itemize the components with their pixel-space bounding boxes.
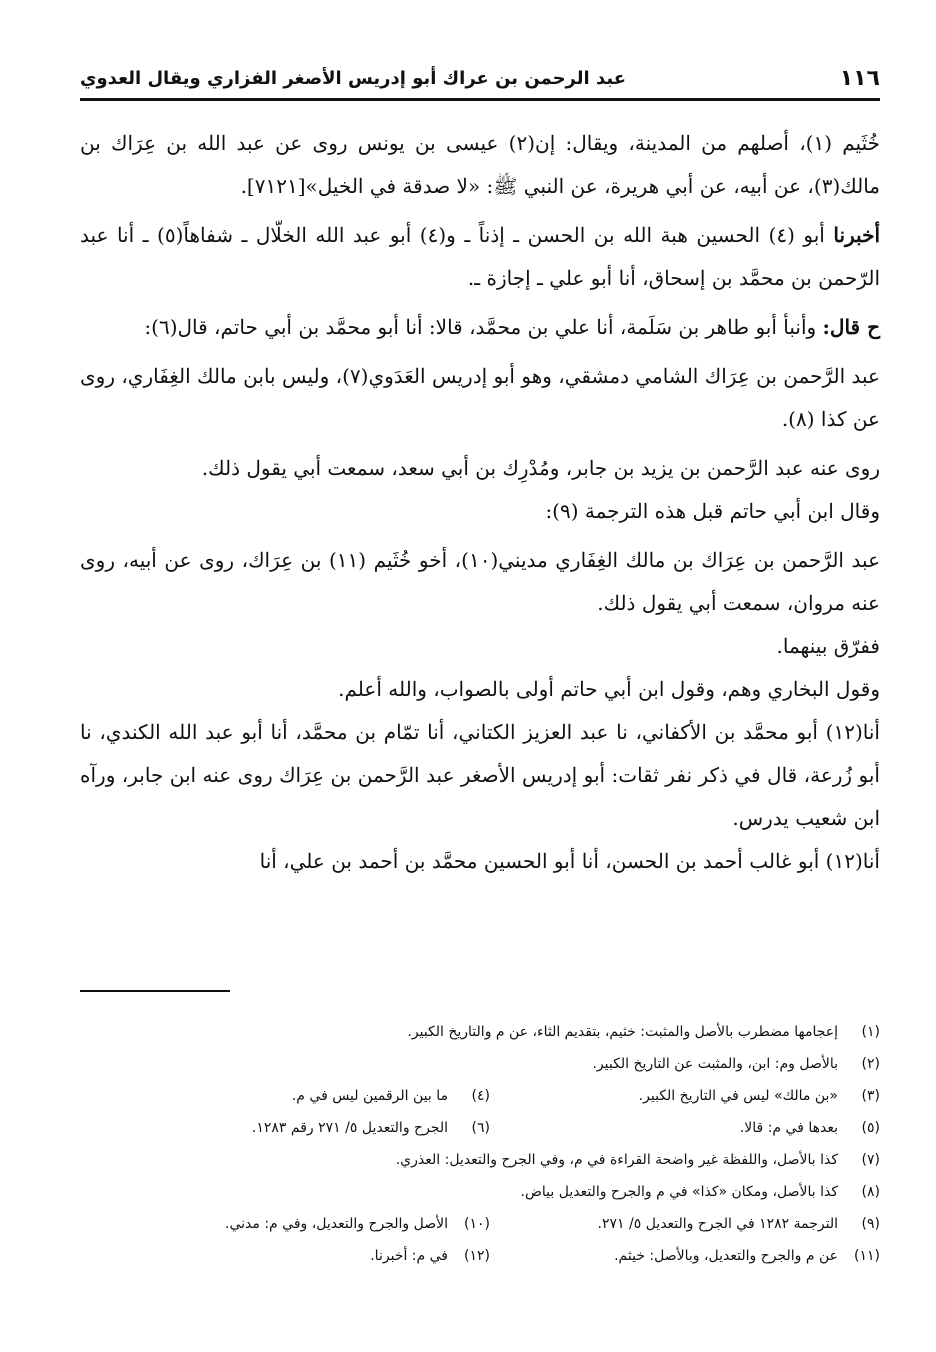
footnote-number: (٣) xyxy=(861,1088,880,1104)
footnote-number: (٦) xyxy=(471,1120,490,1136)
paragraph: عبد الرَّحمن بن عِرَاك بن مالك الغِفَاري مديني(١٠)، أخو خُثَيم (١١) بن عِرَاك، روى عن أبيه، روى عنه مروان، سمعت أبي يقول ذلك. xyxy=(80,548,881,615)
paragraph: وقال ابن أبي حاتم قبل هذه الترجمة (٩): xyxy=(545,499,880,523)
footnote-separator xyxy=(80,990,230,992)
footnote-number: (١) xyxy=(861,1024,880,1040)
footnote-number: (٤) xyxy=(471,1088,490,1104)
footnote-number: (٩) xyxy=(861,1216,880,1232)
header-rule xyxy=(80,98,880,101)
paragraph: وقول البخاري وهم، وقول ابن أبي حاتم أولى بالصواب، والله أعلم. xyxy=(338,677,880,701)
footnote-number: (٢) xyxy=(861,1056,880,1072)
footnote xyxy=(100,1208,490,1240)
footnote xyxy=(100,1080,490,1112)
paragraph: خُثَيم (١)، أصلهم من المدينة، ويقال: إن(٢) عيسى بن يونس روى عن عبد الله بن عِرَاك بن مالك(٣)، عن أبيه، عن أبي هريرة، عن النبي ﷺ: «لا صدقة في الخيل»[٧١٢١]. xyxy=(80,131,880,198)
footnote xyxy=(490,1208,880,1240)
footnote xyxy=(490,1080,880,1112)
footnote xyxy=(490,1240,880,1272)
footnote-number: (٥) xyxy=(861,1120,880,1136)
footnote-text: «بن مالك» ليس في التاريخ الكبير. xyxy=(638,1088,838,1104)
paragraph: عبد الرَّحمن بن عِرَاك الشامي دمشقي، وهو أبو إدريس العَدَوي(٧)، وليس بابن مالك الغِفَاري، روى عن كذا (٨). xyxy=(80,364,880,431)
paragraph: ح قال: وأنبأ أبو طاهر بن سَلَمة، أنا علي بن محمَّد، قالا: أنا أبو محمَّد بن أبي حاتم، قال(٦): xyxy=(144,315,880,339)
footnote xyxy=(100,1240,490,1272)
footnote xyxy=(100,1112,490,1144)
footnotes xyxy=(80,1016,880,1272)
footnote xyxy=(80,1048,880,1080)
paragraph: أنا(١٢) أبو غالب أحمد بن الحسن، أنا أبو الحسين محمَّد بن أحمد بن علي، أنا xyxy=(259,849,880,873)
page-header xyxy=(80,60,880,96)
footnote-text: الأصل والجرح والتعديل، وفي م: مدني. xyxy=(225,1216,448,1232)
paragraph: أنا(١٢) أبو محمَّد بن الأكفاني، نا عبد العزيز الكتاني، أنا تمّام بن محمَّد، أنا أبو عبد الله الكندي، نا أبو زُرعة، قال في ذكر نفر ثقات: أبو إدريس الأصغر عبد الرَّحمن بن عِرَاك روى عنه ابن جابر، ورآه ابن شعيب يدرس. xyxy=(80,720,880,830)
footnote-text: الجرح والتعديل ٥/ ٢٧١ رقم ١٢٨٣. xyxy=(251,1120,448,1136)
running-title: عبد الرحمن بن عراك أبو إدريس الأصغر الفزاري ويقال العدوي xyxy=(80,67,626,89)
footnote-number: (٨) xyxy=(861,1184,880,1200)
footnote-text: بالأصل وم: ابن، والمثبت عن التاريخ الكبير. xyxy=(592,1056,838,1072)
footnote-text: كذا بالأصل، واللفظة غير واضحة القراءة في م، وفي الجرح والتعديل: العذري. xyxy=(395,1152,838,1168)
footnote-text: إعجامها مضطرب بالأصل والمثبت: خثيم، بتقديم الثاء، عن م والتاريخ الكبير. xyxy=(407,1024,838,1040)
paragraph: أخبرنا أبو (٤) الحسين هبة الله بن الحسن ـ إذناً ـ و(٤) أبو عبد الله الخلّال ـ شفاهاً(٥) ـ أنا عبد الرّحمن بن محمَّد بن إسحاق، أنا أبو علي ـ إجازة ـ. xyxy=(80,223,880,290)
footnote-text: في م: أخبرنا. xyxy=(370,1248,448,1264)
footnote-number: (٧) xyxy=(861,1152,880,1168)
paragraph: ففرّق بينهما. xyxy=(776,634,880,658)
footnote-number: (١٢) xyxy=(464,1248,490,1264)
footnote-text: بعدها في م: قالا. xyxy=(739,1120,838,1136)
footnote-row xyxy=(80,1080,880,1112)
footnote-number: (١١) xyxy=(854,1248,880,1264)
footnote-text: عن م والجرح والتعديل، وبالأصل: خيثم. xyxy=(614,1248,838,1264)
footnote xyxy=(80,1144,880,1176)
page-number: ١١٦ xyxy=(839,65,880,91)
footnote xyxy=(80,1176,880,1208)
footnote-text: ما بين الرقمين ليس في م. xyxy=(291,1088,448,1104)
footnote-row xyxy=(80,1240,880,1272)
lead-word: أخبرنا xyxy=(833,223,880,247)
main-text xyxy=(80,122,880,883)
paragraph: روى عنه عبد الرَّحمن بن يزيد بن جابر، ومُدْرِك بن أبي سعد، سمعت أبي يقول ذلك. xyxy=(201,456,880,480)
lead-word: ح قال: xyxy=(822,315,880,339)
footnote xyxy=(80,1016,880,1048)
footnote xyxy=(490,1112,880,1144)
footnote-text: الترجمة ١٢٨٢ في الجرح والتعديل ٥/ ٢٧١. xyxy=(597,1216,838,1232)
footnote-text: كذا بالأصل، ومكان «كذا» في م والجرح والتعديل بياض. xyxy=(520,1184,838,1200)
footnote-number: (١٠) xyxy=(464,1216,490,1232)
footnote-row xyxy=(80,1208,880,1240)
footnote-row xyxy=(80,1112,880,1144)
